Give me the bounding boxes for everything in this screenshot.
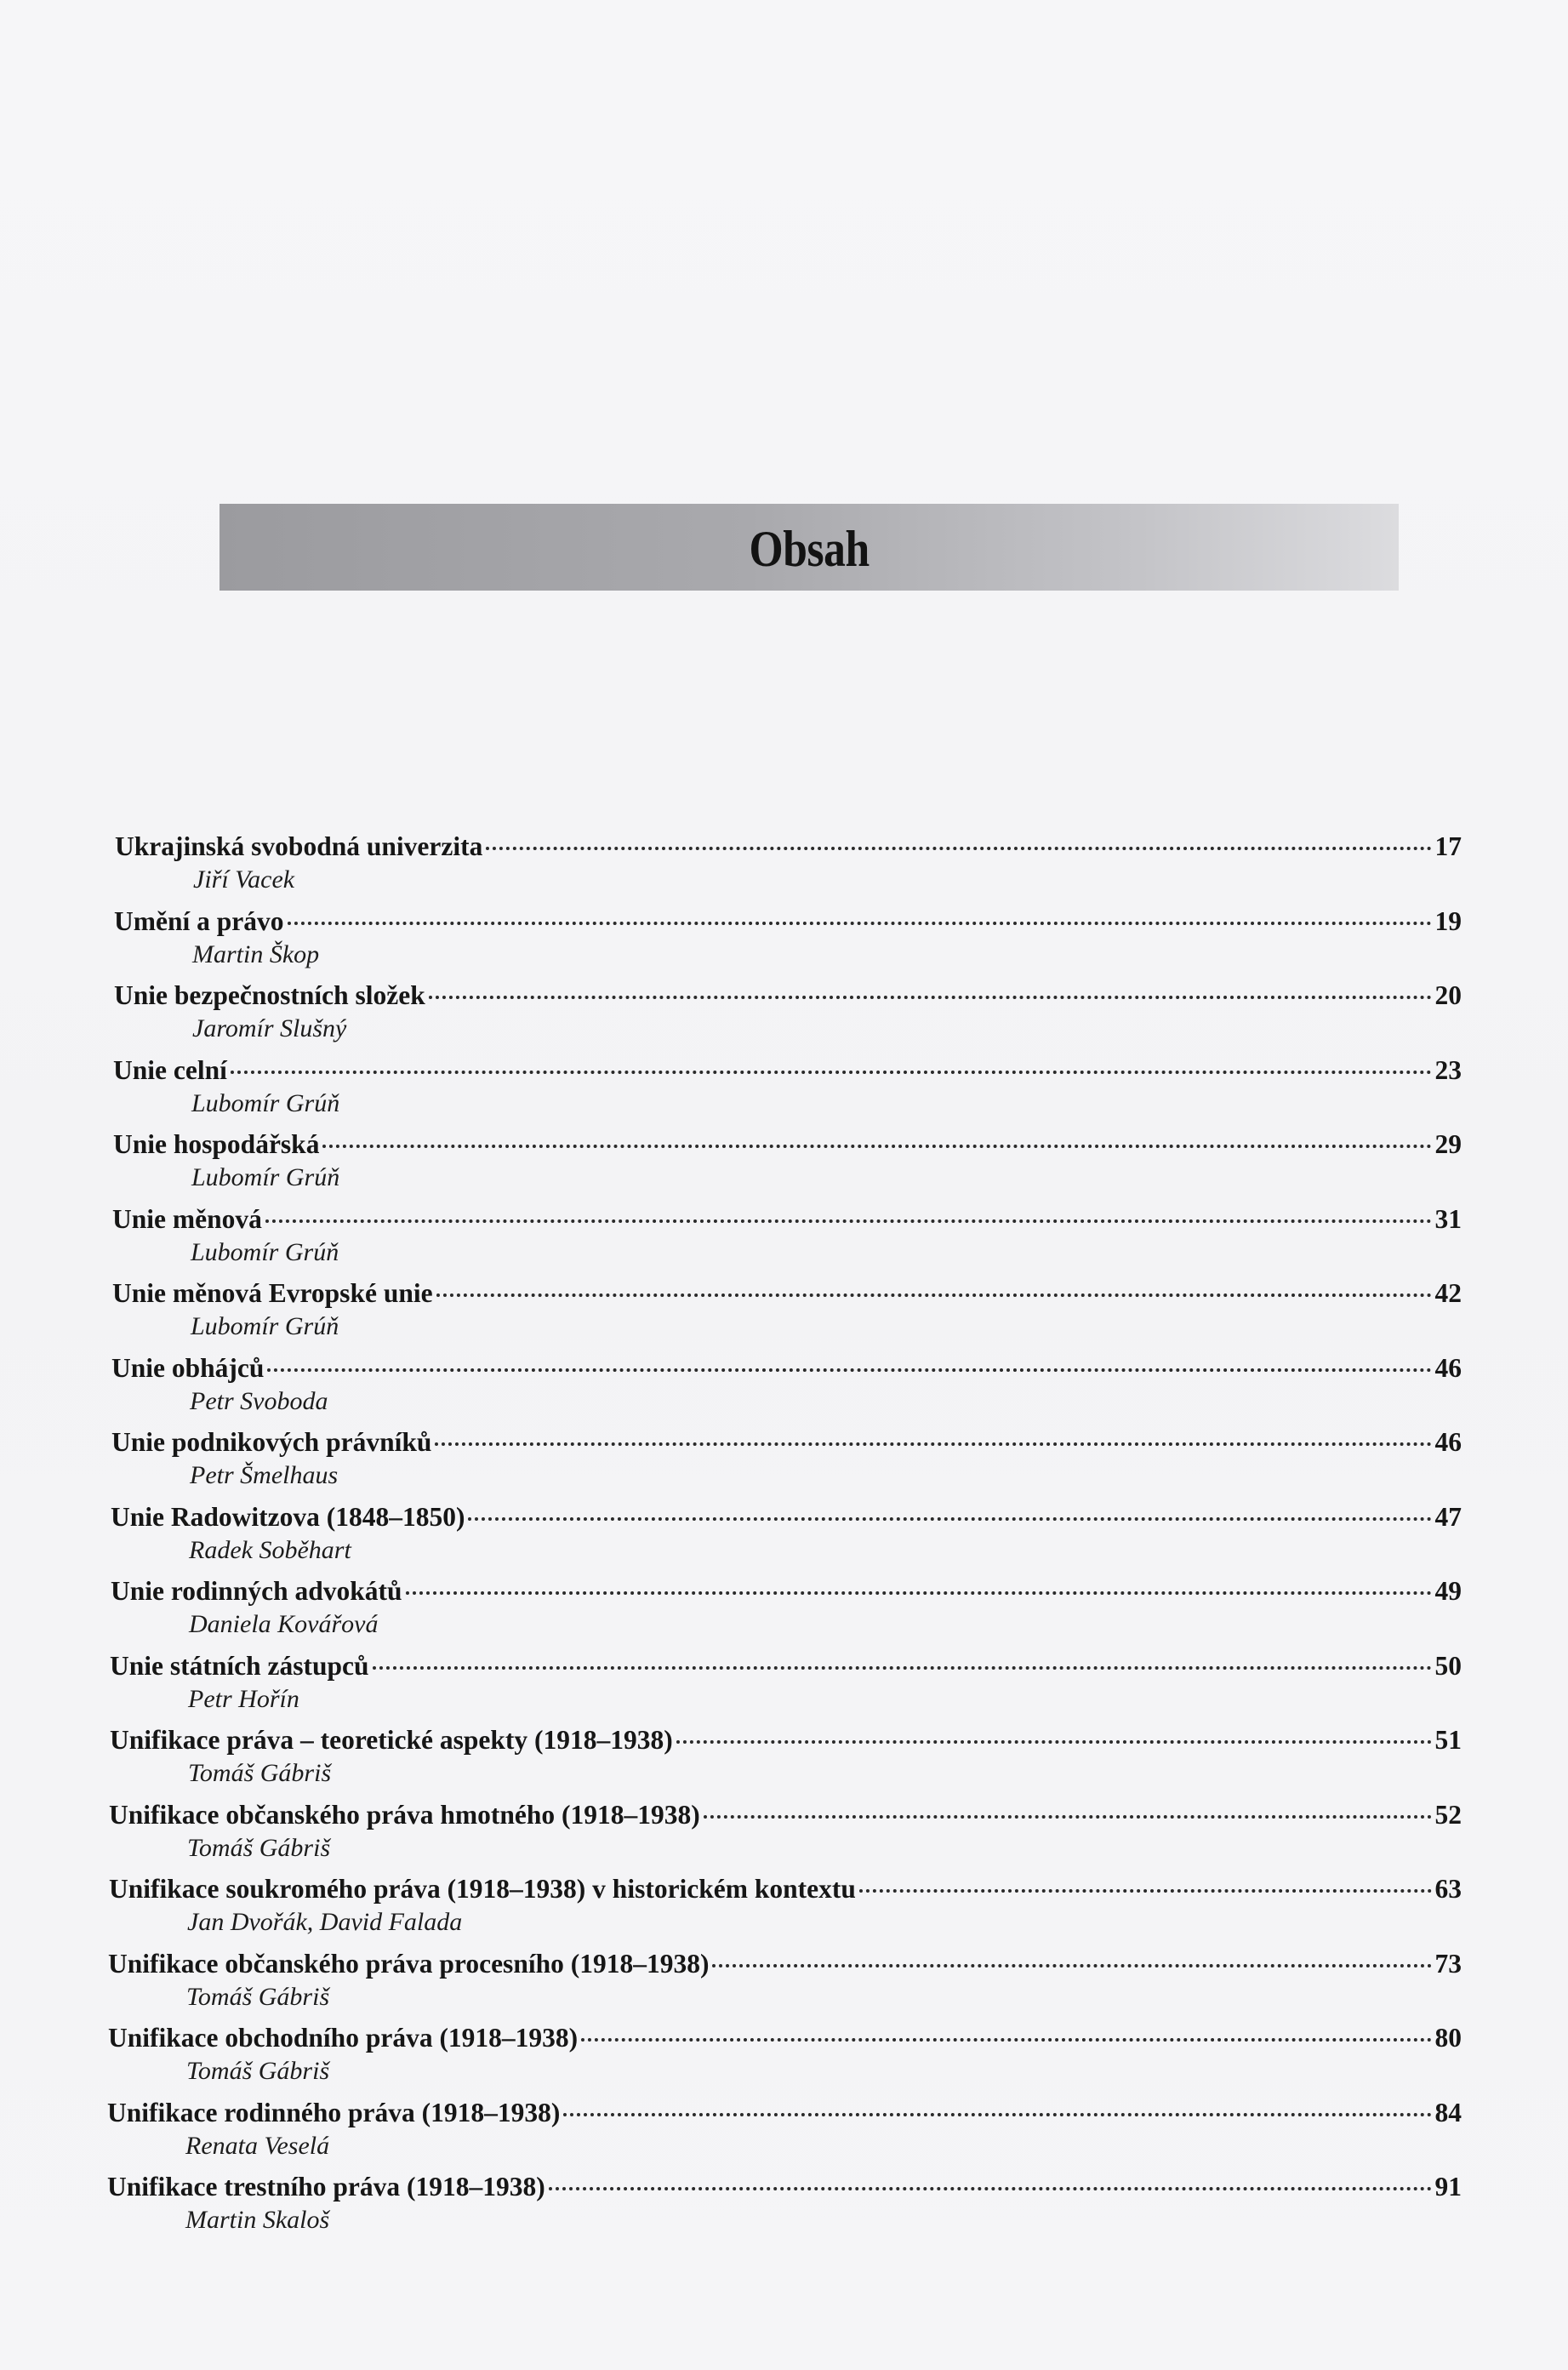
toc-entry-page-number: 19 (1434, 906, 1462, 936)
toc-entry (111, 1353, 1462, 1421)
dot-leader (581, 2038, 1431, 2042)
toc-entry-author: Tomáš Gábriš (186, 2057, 330, 2085)
dot-leader (563, 2113, 1431, 2116)
toc-entry-page-number: 17 (1434, 831, 1462, 861)
toc-entry-page-number: 50 (1434, 1651, 1462, 1681)
toc-entry (109, 1800, 1462, 1868)
toc-entry (111, 1427, 1462, 1495)
toc-entry-line (112, 1204, 1462, 1240)
toc-entry-page-number: 63 (1434, 1874, 1462, 1904)
toc-entry-line (114, 980, 1462, 1016)
toc-entry (112, 1204, 1462, 1272)
toc-entry-line (109, 1800, 1462, 1836)
toc-entry-title: Umění a právo (114, 906, 284, 936)
toc-entry-title: Unifikace práva – teoretické aspekty (1918–1938) (110, 1725, 673, 1755)
toc-entry-title: Unifikace rodinného práva (1918–1938) (107, 2098, 561, 2127)
toc-entry-line (110, 1725, 1462, 1761)
toc-entry (113, 1129, 1462, 1197)
dot-leader (406, 1591, 1432, 1595)
toc-entry-author: Radek Soběhart (189, 1536, 351, 1564)
toc-entry-page-number: 46 (1434, 1353, 1462, 1383)
toc-entry-line (109, 1874, 1462, 1910)
toc-entry-title: Ukrajinská svobodná univerzita (115, 831, 483, 861)
toc-entry-line (115, 831, 1462, 867)
toc-entry-page-number: 47 (1434, 1502, 1462, 1532)
toc-entry-title: Unie podnikových právníků (111, 1427, 432, 1457)
toc-entry-line (107, 2098, 1462, 2133)
dot-leader (859, 1889, 1432, 1893)
dot-leader (486, 847, 1431, 850)
toc-entry-page-number: 42 (1434, 1278, 1462, 1308)
toc-entry-title: Unie měnová (112, 1204, 262, 1234)
dot-leader (704, 1815, 1432, 1819)
page-title: Obsah (749, 520, 870, 577)
toc-entry-line (108, 2023, 1462, 2059)
toc-entry-line (113, 1055, 1462, 1091)
toc-entry-title: Unifikace soukromého práva (1918–1938) v historickém kontextu (109, 1874, 856, 1904)
toc-entry-author: Lubomír Grúň (191, 1238, 339, 1266)
toc-entry-page-number: 23 (1434, 1055, 1462, 1085)
dot-leader (373, 1666, 1432, 1670)
toc-entry (109, 1874, 1462, 1942)
toc-entry-title: Unie celní (113, 1055, 227, 1085)
toc-entry-line (112, 1278, 1462, 1314)
toc-entry-author: Martin Skaloš (185, 2206, 330, 2234)
toc-entry-line (110, 1651, 1462, 1687)
toc-entry-line (111, 1502, 1462, 1538)
toc-entry (112, 1278, 1462, 1346)
toc-entry-line (113, 1129, 1462, 1165)
toc-entry-page-number: 84 (1434, 2098, 1462, 2127)
dot-leader (712, 1964, 1431, 1967)
toc-entry-author: Tomáš Gábriš (188, 1759, 332, 1787)
toc-entry (111, 1502, 1462, 1570)
toc-entry-title: Unifikace obchodního práva (1918–1938) (108, 2023, 579, 2053)
dot-leader (265, 1219, 1432, 1223)
toc-entry (110, 1651, 1462, 1719)
toc-entry-line (114, 906, 1462, 942)
toc-entry-line (111, 1353, 1462, 1389)
toc-entry-page-number: 91 (1434, 2172, 1462, 2202)
toc-entry-line (111, 1576, 1462, 1612)
dot-leader (549, 2187, 1432, 2190)
toc-entry-page-number: 80 (1434, 2023, 1462, 2053)
toc-entry-title: Unifikace občanského práva hmotného (1918–1938) (109, 1800, 700, 1830)
toc-entry-title: Unie hospodářská (113, 1129, 320, 1159)
dot-leader (468, 1517, 1431, 1521)
dot-leader (676, 1740, 1432, 1744)
dot-leader (436, 1294, 1432, 1297)
toc-entry (108, 2023, 1462, 2091)
toc-entry-title: Unie bezpečnostních složek (114, 980, 425, 1010)
toc-entry-page-number: 29 (1434, 1129, 1462, 1159)
toc-entry-author: Jaromír Slušný (192, 1014, 347, 1042)
dot-leader (288, 922, 1432, 925)
toc-entry (115, 831, 1462, 899)
toc-entry-author: Petr Hořín (188, 1685, 299, 1713)
toc-entry (114, 980, 1462, 1048)
toc-entry-author: Petr Šmelhaus (190, 1461, 339, 1489)
toc-entry (114, 906, 1462, 974)
toc-entry-page-number: 46 (1434, 1427, 1462, 1457)
toc-entry (108, 1949, 1462, 2017)
toc-entry-author: Petr Svoboda (190, 1387, 328, 1415)
toc-entry-author: Tomáš Gábriš (186, 1983, 330, 2011)
toc-entry (113, 1055, 1462, 1123)
dot-leader (231, 1071, 1432, 1074)
toc-entry-page-number: 73 (1434, 1949, 1462, 1979)
dot-leader (322, 1145, 1431, 1148)
toc-entry-title: Unifikace trestního práva (1918–1938) (107, 2172, 545, 2202)
toc-entry-author: Lubomír Grúň (191, 1089, 340, 1117)
toc-entry-page-number: 31 (1434, 1204, 1462, 1234)
toc-entry-title: Unie měnová Evropské unie (112, 1278, 433, 1308)
toc-entry-author: Tomáš Gábriš (187, 1834, 331, 1862)
toc-entry (107, 2098, 1462, 2166)
toc-entry (111, 1576, 1462, 1644)
toc-entry-page-number: 52 (1434, 1800, 1462, 1830)
toc-entry-author: Martin Škop (192, 940, 320, 968)
toc-entry-author: Daniela Kovářová (189, 1610, 379, 1638)
dot-leader (267, 1368, 1431, 1372)
toc-entry-author: Jan Dvořák, David Falada (187, 1908, 463, 1936)
toc-entry-line (107, 2172, 1462, 2207)
toc-entry (107, 2172, 1462, 2240)
toc-entry-page-number: 49 (1434, 1576, 1462, 1606)
toc-entry-title: Unie obhájců (111, 1353, 265, 1383)
toc-entry-author: Lubomír Grúň (191, 1312, 339, 1340)
toc-entry-title: Unie Radowitzova (1848–1850) (111, 1502, 465, 1532)
toc-entry (110, 1725, 1462, 1793)
toc-entry-page-number: 51 (1434, 1725, 1462, 1755)
toc-entry-author: Renata Veselá (185, 2132, 330, 2160)
toc-entry-title: Unifikace občanského práva procesního (1918–1938) (108, 1949, 710, 1979)
toc-entry-author: Jiří Vacek (193, 865, 295, 894)
toc-entry-author: Lubomír Grúň (191, 1163, 340, 1191)
toc-entry-line (111, 1427, 1462, 1463)
dot-leader (435, 1442, 1431, 1446)
toc-entry-line (108, 1949, 1462, 1985)
toc-entry-title: Unie rodinných advokátů (111, 1576, 402, 1606)
toc-entry-page-number: 20 (1434, 980, 1462, 1010)
dot-leader (429, 996, 1432, 999)
toc-entry-title: Unie státních zástupců (110, 1651, 369, 1681)
